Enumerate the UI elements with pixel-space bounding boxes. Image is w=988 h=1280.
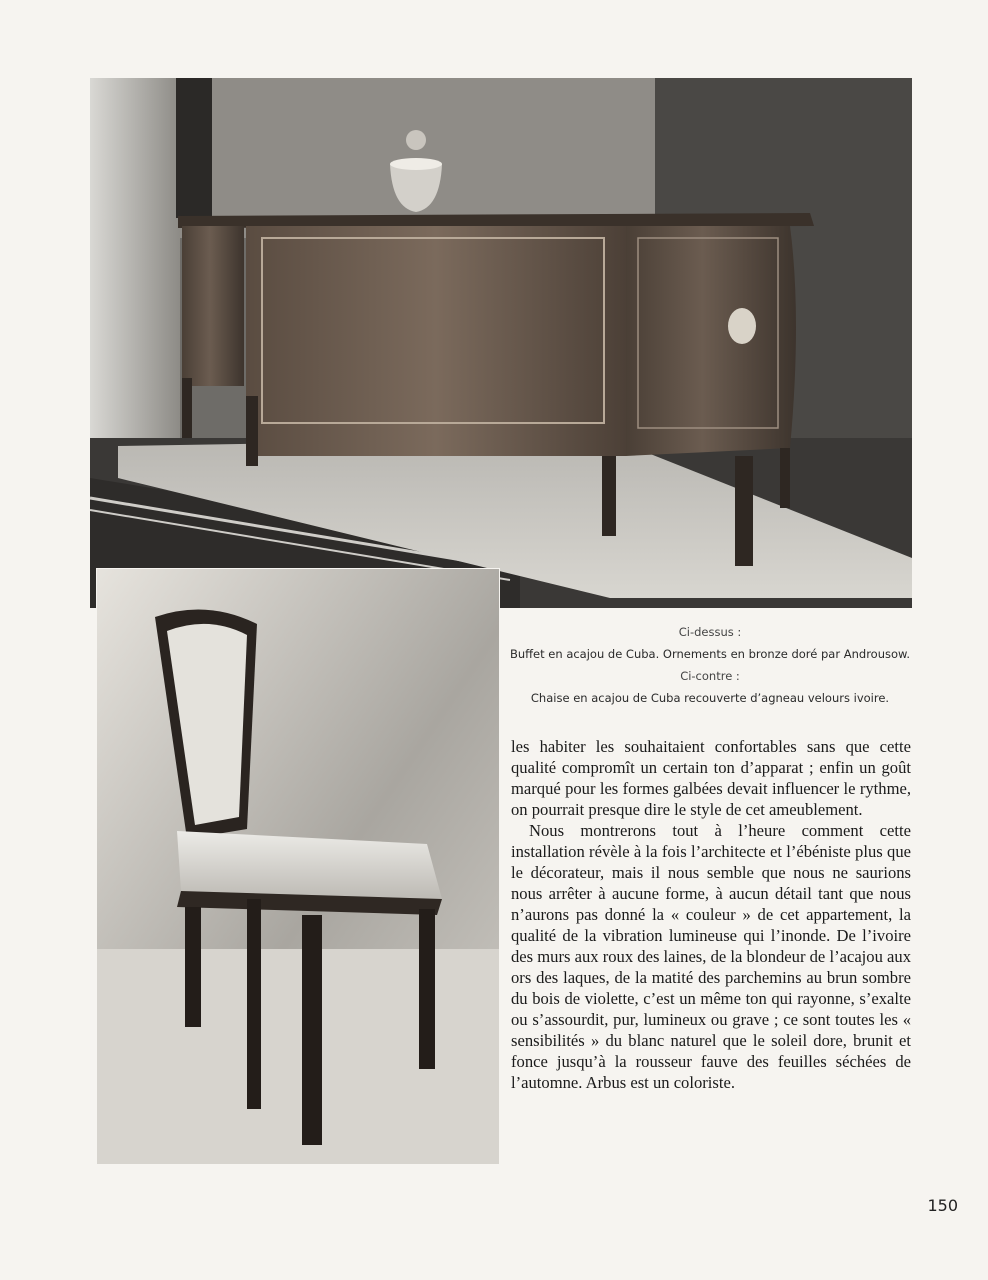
chair-illustration — [97, 569, 499, 1164]
caption-above-label: Ci-dessus : — [678, 625, 742, 639]
caption-beside-label: Ci-contre : — [680, 668, 740, 683]
article-body — [511, 736, 911, 1093]
buffet-photo — [90, 78, 912, 608]
paragraph-1: les habiter les souhaitaient confortables sans que cette qualité compromît un certain ton d’apparat ; enfin un goût marqué pour les formes galbées devait influencer le rythme, on pourrait presque dire le style de cet ameublement. — [511, 737, 911, 819]
photo-captions — [505, 622, 915, 709]
caption-beside-text: Chaise en acajou de Cuba recouverte d’agneau velours ivoire. — [530, 690, 890, 705]
chair-photo — [96, 568, 500, 1165]
page-number: 150 — [927, 1196, 958, 1215]
caption-above-text: Buffet en acajou de Cuba. Ornements en bronze doré par Androusow. — [509, 646, 911, 661]
paragraph-2: Nous montrerons tout à l’heure comment cette installation révèle à la fois l’architecte et l’ébéniste plus que le décorateur, mais il nous semble que nous ne saurions nous arrêter à aucune forme, à aucun détail tant que nous n’aurons pas donné la « couleur » de cet appartement, la qualité de la vibration lumineuse qui l’inonde. De l’ivoire des murs aux roux des laines, de la blondeur de l’acajou aux ors des laques, de la matité des parchemins au brun sombre du bois de violette, c’est un même ton qui rayonne, s’exalte ou s’assourdit, pur, lumineux ou grave ; ce sont toutes les « sensibilités » du blanc naturel que le soleil dore, brunit et fonce jusqu’à la rousseur fauve des feuilles séchées de l’automne. Arbus est un coloriste. — [511, 821, 911, 1092]
buffet-illustration — [90, 78, 912, 608]
